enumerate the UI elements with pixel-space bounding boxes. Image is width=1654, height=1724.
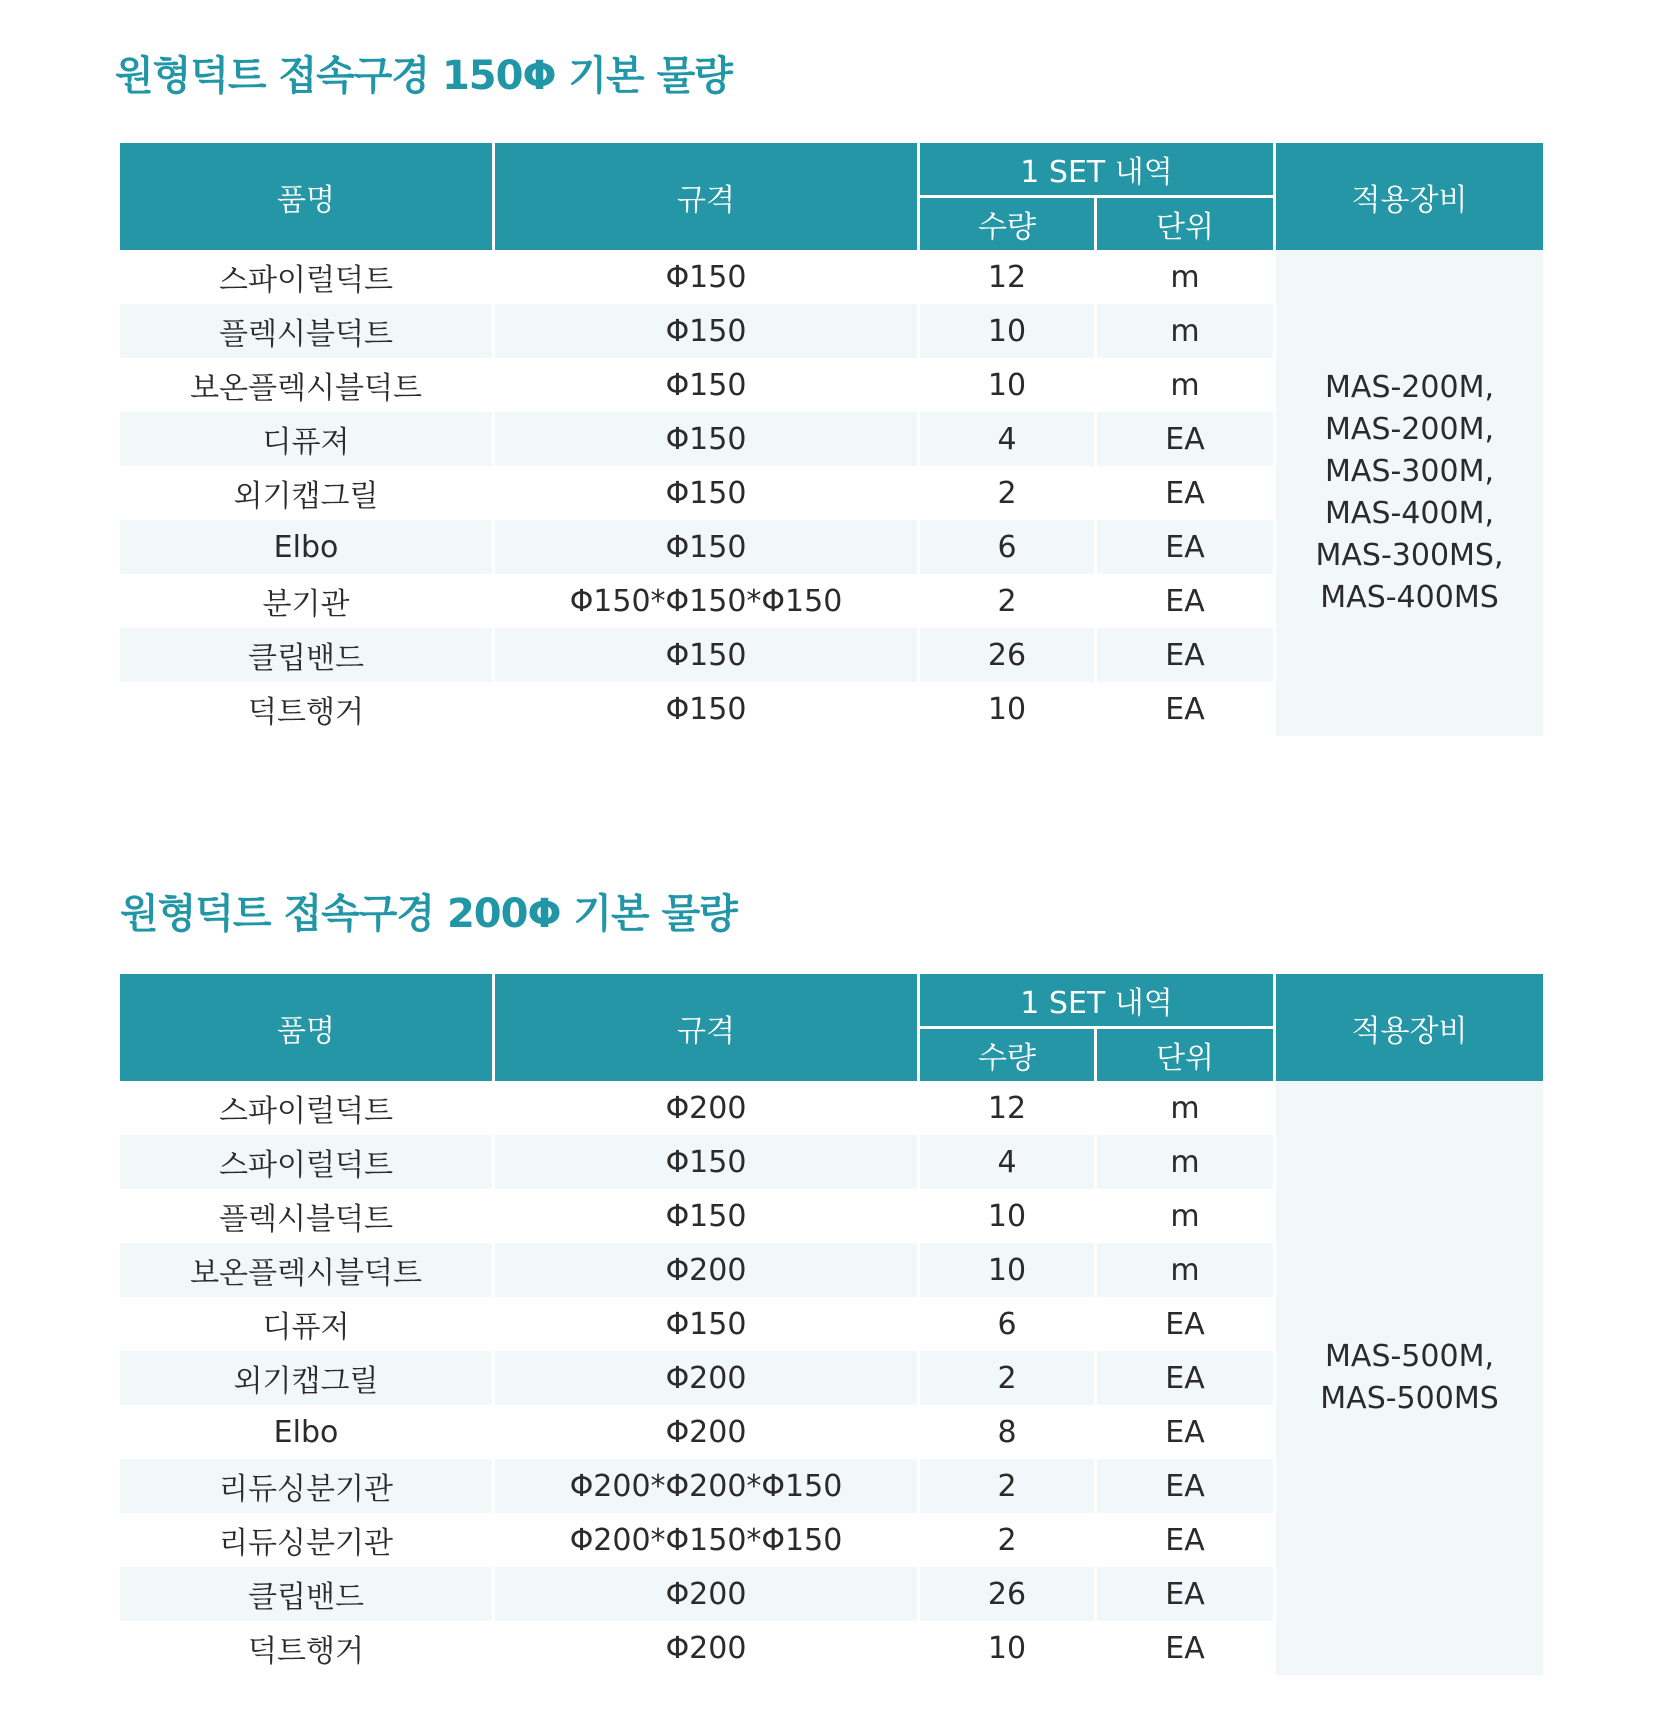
header-item: 품명 (120, 974, 495, 1081)
cell-item: 덕트행거 (120, 1621, 495, 1675)
cell-unit: EA (1097, 1459, 1276, 1513)
cell-unit: EA (1097, 1513, 1276, 1567)
cell-unit: EA (1097, 1351, 1276, 1405)
cell-qty: 2 (920, 1459, 1097, 1513)
cell-unit: EA (1097, 574, 1276, 628)
equipment-model: MAS-500MS (1320, 1381, 1499, 1416)
cell-qty: 2 (920, 466, 1097, 520)
cell-unit: m (1097, 1081, 1276, 1135)
cell-spec: Φ150 (495, 250, 920, 304)
cell-unit: EA (1097, 466, 1276, 520)
cell-spec: Φ150 (495, 466, 920, 520)
cell-item: 플렉시블덕트 (120, 304, 495, 358)
equipment-cell (1276, 1081, 1543, 1675)
cell-item: Elbo (120, 520, 495, 574)
cell-item: 분기관 (120, 574, 495, 628)
cell-qty: 6 (920, 520, 1097, 574)
cell-qty: 10 (920, 1243, 1097, 1297)
cell-unit: m (1097, 250, 1276, 304)
quantity-table-150 (120, 143, 1543, 736)
cell-unit: m (1097, 1135, 1276, 1189)
equipment-model: MAS-300M, (1325, 454, 1494, 489)
cell-spec: Φ150 (495, 304, 920, 358)
cell-spec: Φ200 (495, 1621, 920, 1675)
header-unit: 단위 (1097, 1029, 1276, 1081)
cell-unit: EA (1097, 628, 1276, 682)
header-unit: 단위 (1097, 198, 1276, 250)
cell-item: Elbo (120, 1405, 495, 1459)
cell-item: 외기캡그릴 (120, 1351, 495, 1405)
cell-spec: Φ150 (495, 520, 920, 574)
equipment-model: MAS-200M, (1325, 370, 1494, 405)
cell-unit: EA (1097, 1621, 1276, 1675)
cell-spec: Φ200 (495, 1351, 920, 1405)
cell-item: 리듀싱분기관 (120, 1459, 495, 1513)
header-item: 품명 (120, 143, 495, 250)
cell-unit: EA (1097, 1567, 1276, 1621)
cell-item: 외기캡그릴 (120, 466, 495, 520)
equipment-model: MAS-400MS (1320, 580, 1499, 615)
cell-unit: m (1097, 1243, 1276, 1297)
cell-unit: EA (1097, 520, 1276, 574)
cell-qty: 10 (920, 358, 1097, 412)
cell-item: 디퓨져 (120, 412, 495, 466)
cell-spec: Φ150 (495, 412, 920, 466)
cell-item: 리듀싱분기관 (120, 1513, 495, 1567)
table-row (120, 1081, 1543, 1135)
cell-qty: 4 (920, 1135, 1097, 1189)
equipment-cell (1276, 250, 1543, 736)
section-title-200: 원형덕트 접속구경 200Φ 기본 물량 (120, 891, 737, 937)
cell-item: 스파이럴덕트 (120, 1135, 495, 1189)
cell-qty: 10 (920, 1189, 1097, 1243)
cell-item: 디퓨저 (120, 1297, 495, 1351)
cell-spec: Φ200*Φ150*Φ150 (495, 1513, 920, 1567)
equipment-model: MAS-500M, (1325, 1339, 1494, 1374)
cell-spec: Φ150 (495, 1189, 920, 1243)
cell-unit: EA (1097, 682, 1276, 736)
cell-spec: Φ200 (495, 1567, 920, 1621)
cell-qty: 10 (920, 1621, 1097, 1675)
cell-item: 플렉시블덕트 (120, 1189, 495, 1243)
cell-spec: Φ150*Φ150*Φ150 (495, 574, 920, 628)
cell-unit: EA (1097, 412, 1276, 466)
table-body (120, 250, 1543, 736)
header-qty: 수량 (920, 198, 1097, 250)
cell-unit: m (1097, 1189, 1276, 1243)
cell-qty: 26 (920, 1567, 1097, 1621)
cell-item: 스파이럴덕트 (120, 250, 495, 304)
quantity-table-200 (120, 974, 1543, 1675)
cell-unit: EA (1097, 1405, 1276, 1459)
cell-spec: Φ200*Φ200*Φ150 (495, 1459, 920, 1513)
cell-qty: 6 (920, 1297, 1097, 1351)
cell-spec: Φ150 (495, 358, 920, 412)
cell-spec: Φ150 (495, 682, 920, 736)
cell-qty: 10 (920, 682, 1097, 736)
cell-unit: m (1097, 358, 1276, 412)
equipment-model: MAS-300MS, (1315, 538, 1504, 573)
cell-item: 스파이럴덕트 (120, 1081, 495, 1135)
cell-unit: m (1097, 304, 1276, 358)
equipment-model: MAS-200M, (1325, 412, 1494, 447)
header-qty: 수량 (920, 1029, 1097, 1081)
header-equipment: 적용장비 (1276, 974, 1543, 1081)
table-row (120, 250, 1543, 304)
cell-spec: Φ150 (495, 628, 920, 682)
table-body (120, 1081, 1543, 1675)
cell-qty: 4 (920, 412, 1097, 466)
cell-qty: 2 (920, 1513, 1097, 1567)
cell-spec: Φ200 (495, 1243, 920, 1297)
cell-item: 보온플렉시블덕트 (120, 358, 495, 412)
cell-item: 클립밴드 (120, 628, 495, 682)
section-title-150: 원형덕트 접속구경 150Φ 기본 물량 (115, 53, 732, 99)
cell-unit: EA (1097, 1297, 1276, 1351)
cell-qty: 10 (920, 304, 1097, 358)
equipment-model: MAS-400M, (1325, 496, 1494, 531)
cell-qty: 12 (920, 1081, 1097, 1135)
cell-qty: 2 (920, 574, 1097, 628)
cell-item: 보온플렉시블덕트 (120, 1243, 495, 1297)
cell-qty: 2 (920, 1351, 1097, 1405)
cell-spec: Φ150 (495, 1135, 920, 1189)
cell-spec: Φ200 (495, 1081, 920, 1135)
cell-spec: Φ200 (495, 1405, 920, 1459)
cell-spec: Φ150 (495, 1297, 920, 1351)
header-spec: 규격 (495, 143, 920, 250)
header-set-group: 1 SET 내역 (920, 974, 1276, 1029)
cell-qty: 12 (920, 250, 1097, 304)
cell-item: 클립밴드 (120, 1567, 495, 1621)
header-set-group: 1 SET 내역 (920, 143, 1276, 198)
cell-qty: 26 (920, 628, 1097, 682)
header-equipment: 적용장비 (1276, 143, 1543, 250)
cell-qty: 8 (920, 1405, 1097, 1459)
header-spec: 규격 (495, 974, 920, 1081)
cell-item: 덕트행거 (120, 682, 495, 736)
